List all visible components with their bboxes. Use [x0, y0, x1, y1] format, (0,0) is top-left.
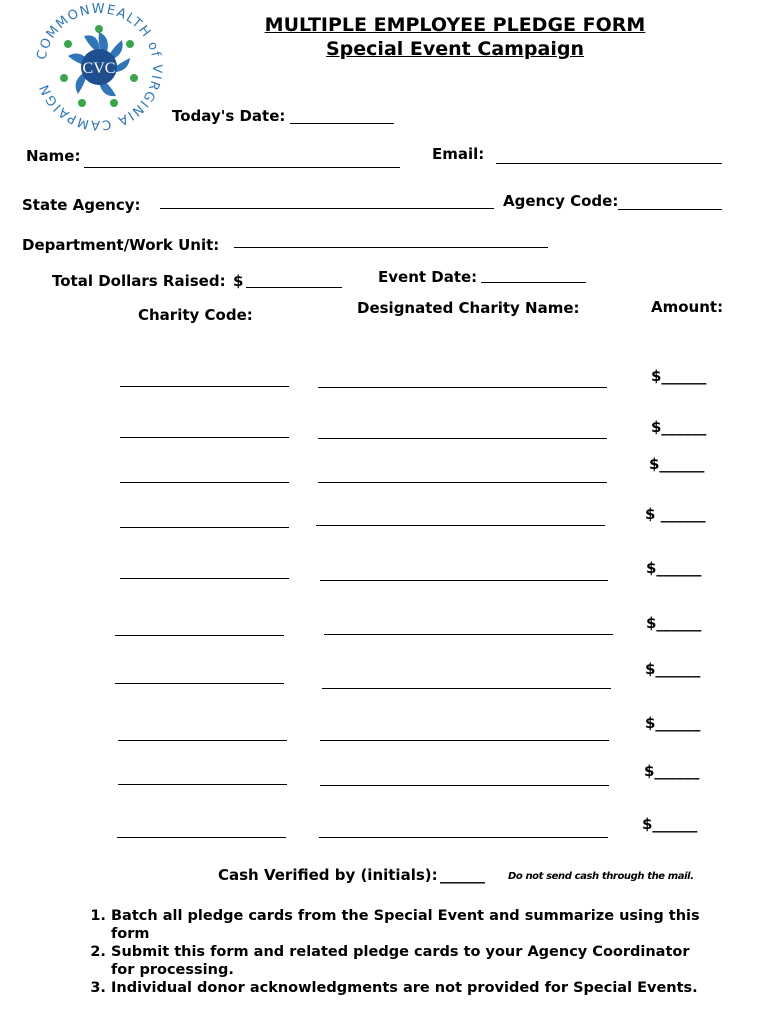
email-line[interactable] — [496, 163, 722, 164]
event-date-line[interactable] — [481, 282, 586, 283]
department-line[interactable] — [234, 247, 548, 248]
amount-field[interactable]: $______ — [646, 614, 702, 632]
charity-code-line[interactable] — [120, 527, 289, 528]
charity-name-line[interactable] — [324, 634, 613, 635]
charity-name-line[interactable] — [316, 525, 605, 526]
cash-verified-blank[interactable]: ______ — [440, 866, 485, 884]
department-label: Department/Work Unit: — [22, 236, 220, 254]
charity-code-line[interactable] — [117, 837, 286, 838]
instruction-item: 2. Submit this form and related pledge cards to your Agency Coordinator for processing. — [111, 943, 711, 979]
total-dollars-label: Total Dollars Raised: — [52, 272, 226, 290]
instruction-item: 3. Individual donor acknowledgments are not provided for Special Events. — [111, 979, 711, 997]
form-title: MULTIPLE EMPLOYEE PLEDGE FORM — [264, 14, 646, 36]
amount-field[interactable]: $______ — [651, 367, 707, 385]
name-label: Name: — [26, 147, 81, 165]
amount-field[interactable]: $ ______ — [645, 505, 706, 523]
amount-field[interactable]: $______ — [642, 815, 698, 833]
logo-ring-textpath: COMMONWEALTH of VIRGINIA CAMPAIGN — [34, 1, 165, 133]
name-line[interactable] — [84, 167, 400, 168]
amount-header: Amount: — [651, 298, 724, 316]
cash-note: Do not send cash through the mail. — [508, 871, 694, 882]
total-dollars-sign: $ — [233, 272, 244, 290]
charity-code-line[interactable] — [120, 386, 289, 387]
charity-code-line[interactable] — [120, 578, 289, 579]
total-dollars-line[interactable] — [246, 287, 342, 288]
agency-code-line[interactable] — [618, 209, 722, 210]
charity-code-header: Charity Code: — [138, 306, 253, 324]
state-agency-line[interactable] — [160, 208, 494, 209]
amount-field[interactable]: $______ — [649, 455, 705, 473]
instruction-item: 1. Batch all pledge cards from the Special Event and summarize using this form — [111, 907, 711, 943]
charity-code-line[interactable] — [118, 784, 287, 785]
amount-field[interactable]: $______ — [646, 559, 702, 577]
logo-cvc-text: CVC — [82, 60, 116, 77]
event-date-label: Event Date: — [378, 268, 478, 286]
charity-name-line[interactable] — [320, 785, 609, 786]
charity-code-line[interactable] — [120, 437, 289, 438]
charity-code-line[interactable] — [118, 740, 287, 741]
charity-name-line[interactable] — [322, 688, 611, 689]
charity-name-line[interactable] — [319, 837, 608, 838]
charity-code-line[interactable] — [115, 683, 284, 684]
amount-field[interactable]: $______ — [644, 762, 700, 780]
form-subtitle: Special Event Campaign — [326, 38, 584, 60]
cash-verified-label: Cash Verified by (initials): — [218, 866, 438, 884]
charity-name-line[interactable] — [320, 580, 608, 581]
amount-field[interactable]: $______ — [651, 418, 707, 436]
charity-name-line[interactable] — [320, 740, 609, 741]
todays-date-line[interactable] — [290, 123, 394, 124]
charity-code-line[interactable] — [115, 635, 284, 636]
amount-field[interactable]: $______ — [645, 660, 701, 678]
charity-name-line[interactable] — [318, 482, 607, 483]
charity-code-line[interactable] — [120, 482, 289, 483]
state-agency-label: State Agency: — [22, 196, 141, 214]
email-label: Email: — [432, 145, 485, 163]
instructions — [91, 907, 711, 997]
todays-date-label: Today's Date: — [172, 107, 286, 125]
amount-field[interactable]: $______ — [645, 714, 701, 732]
charity-name-header: Designated Charity Name: — [357, 299, 580, 317]
charity-name-line[interactable] — [318, 387, 607, 388]
charity-name-line[interactable] — [318, 438, 607, 439]
agency-code-label: Agency Code: — [503, 192, 619, 210]
